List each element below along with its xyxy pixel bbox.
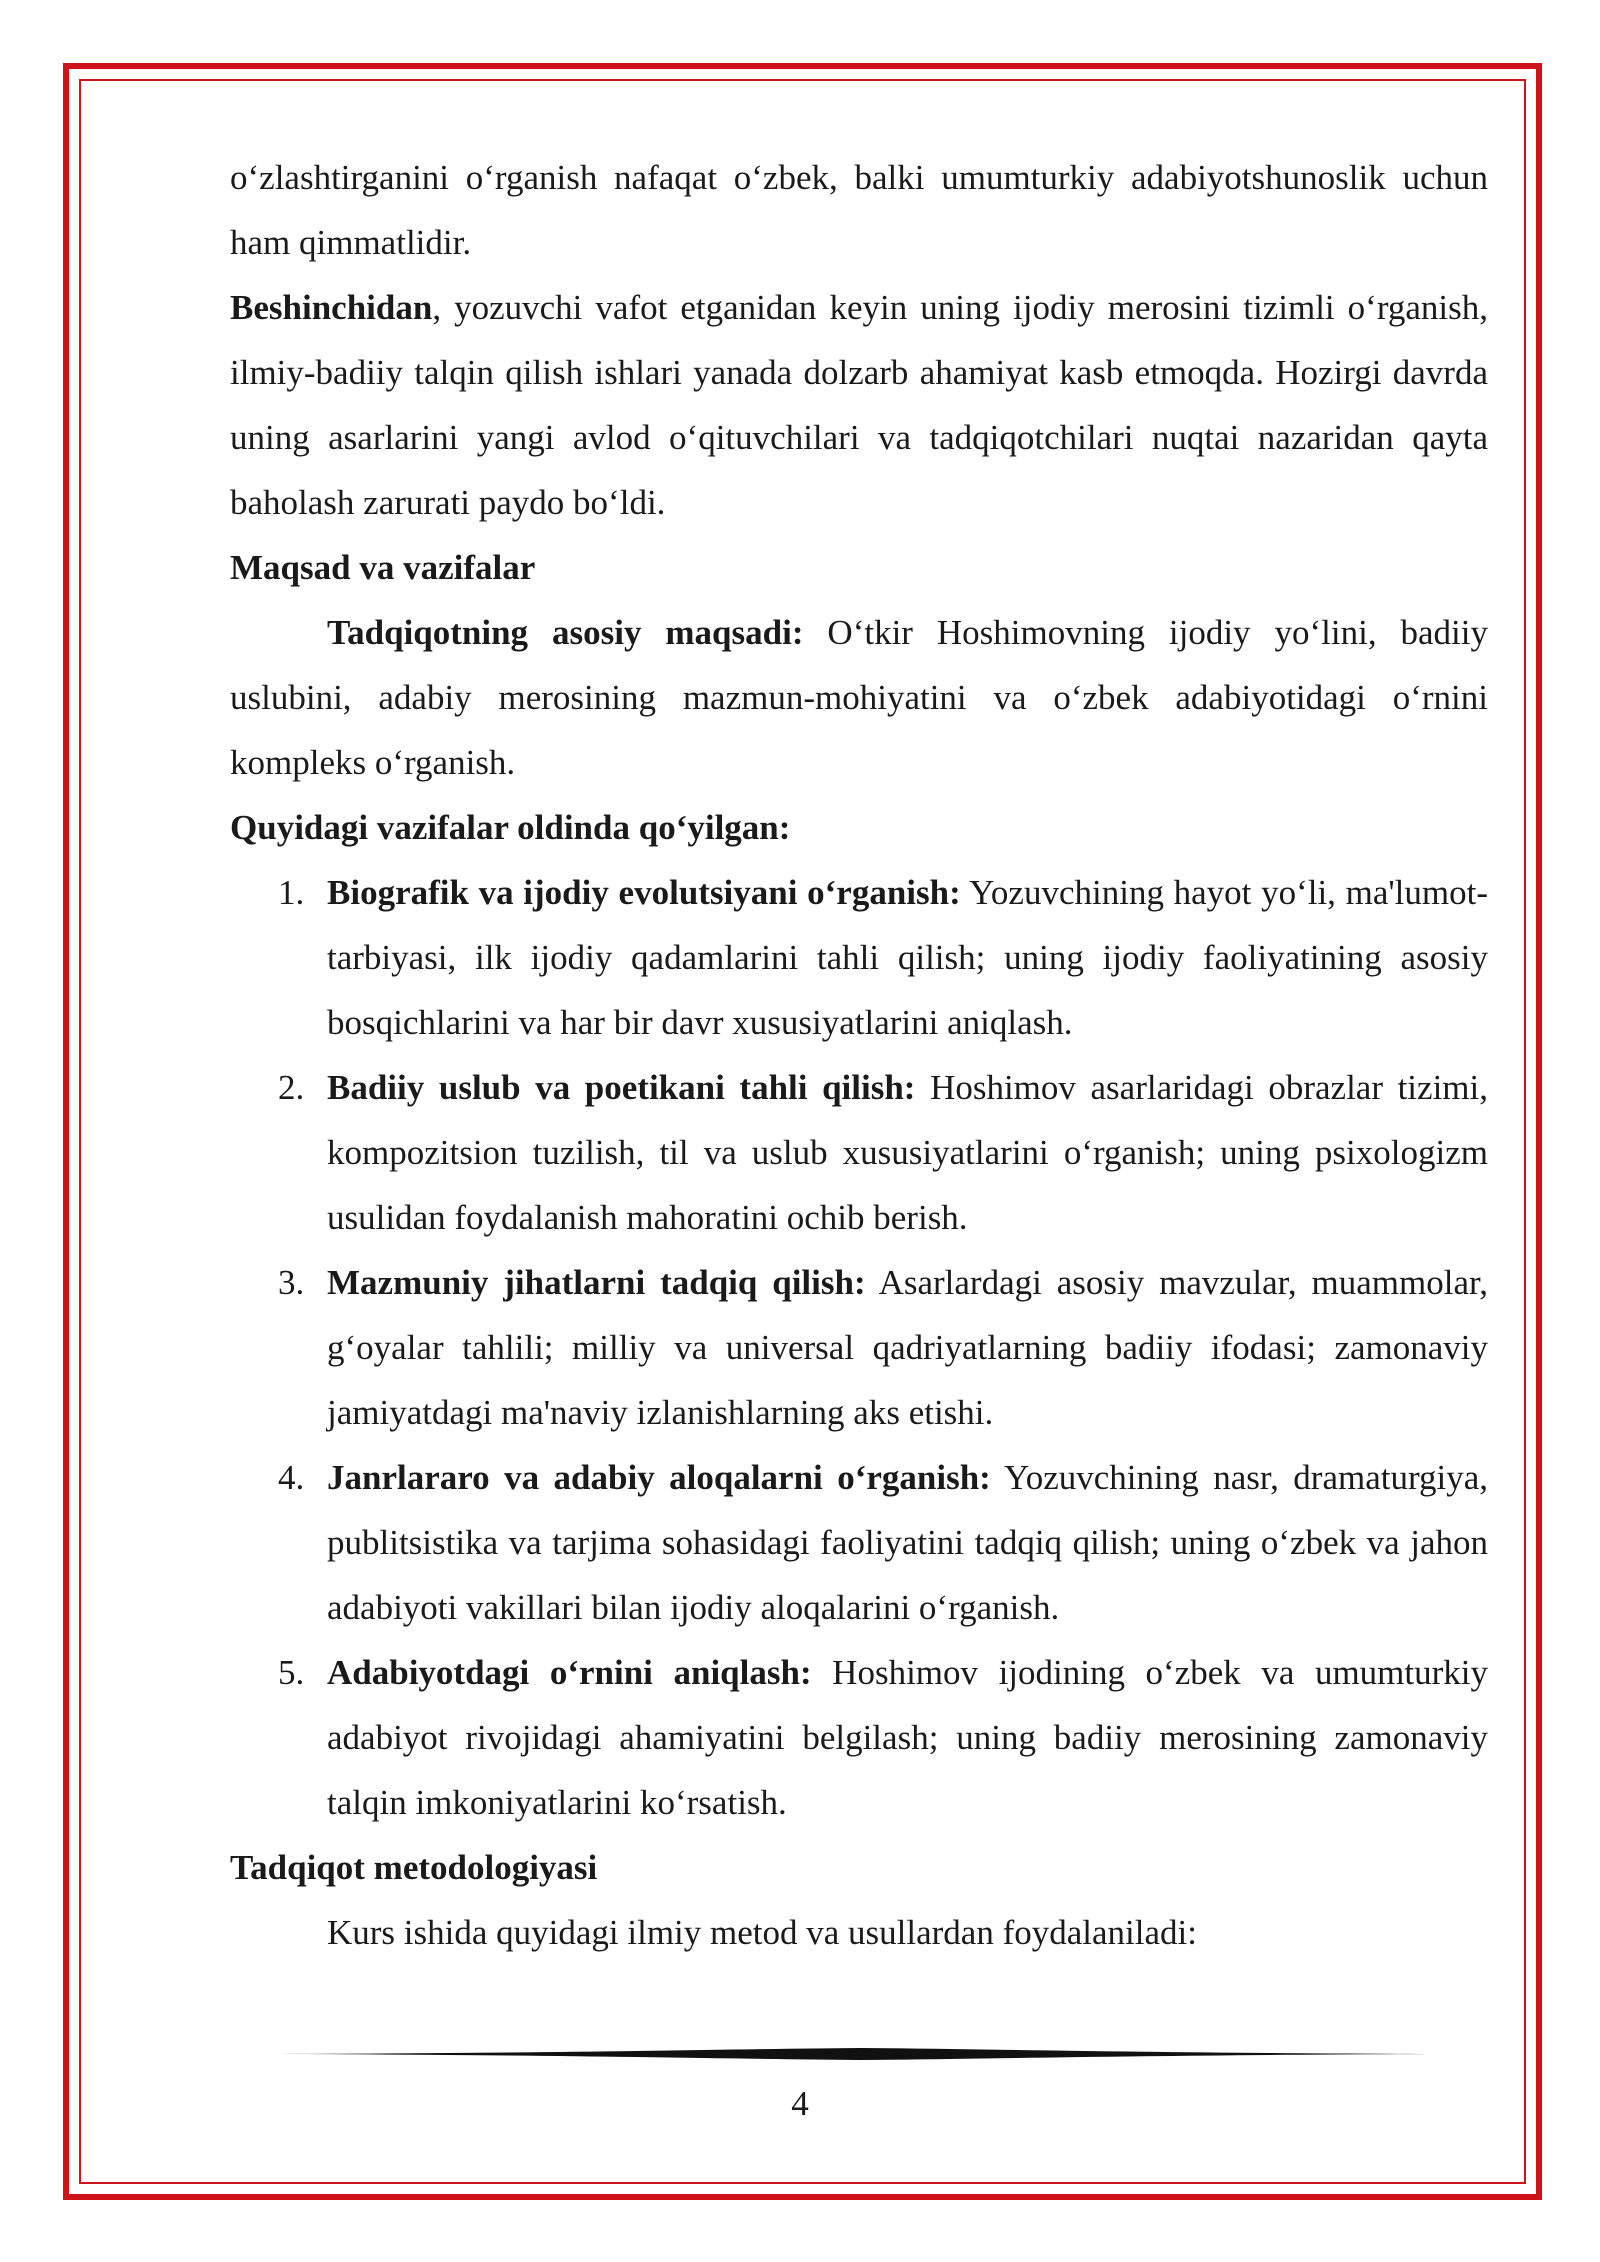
section-heading-methodology: Tadqiqot metodologiyasi: [230, 1848, 598, 1887]
main-goal-lead: Tadqiqotning asosiy maqsadi:: [327, 613, 804, 652]
list-item-number: 3.: [278, 1263, 305, 1302]
list-item-text: Hoshimov asarlaridagi obrazlar tizimi, kompozitsion tuzilish, til va uslub xususiyatlarini o‘rganish; uning psixologizm usulidan foydalanish mahoratini ochib berish.: [327, 1068, 1488, 1237]
main-goal-paragraph: [230, 600, 1488, 795]
list-item-text: Asarlardagi asosiy mavzular, muammolar, g‘oyalar tahlili; milliy va universal qadriyatlarning badiiy ifodasi; zamonaviy jamiyatdagi ma'naviy izlanishlarning aks etishi.: [327, 1263, 1488, 1432]
list-item: [230, 1055, 1488, 1250]
list-item: [230, 860, 1488, 1055]
list-item-lead: Badiiy uslub va poetikani tahli qilish:: [327, 1068, 916, 1107]
list-item-lead: Janrlararo va adabiy aloqalarni o‘rganish:: [327, 1458, 991, 1497]
list-item-number: 1.: [278, 873, 305, 912]
fifth-text: , yozuvchi vafot etganidan keyin uning ijodiy merosini tizimli o‘rganish, ilmiy-badiiy talqin qilish ishlari yanada dolzarb ahamiyat kasb etmoqda. Hozirgi davrda uning asarlarini yangi avlod o‘qituvchilari va tadqiqotchilari nuqtai nazaridan qayta baholash zarurati paydo bo‘ldi.: [230, 288, 1488, 522]
list-item-number: 2.: [278, 1068, 305, 1107]
intro-paragraph: o‘zlashtirganini o‘rganish nafaqat o‘zbek, balki umumturkiy adabiyotshunoslik uchun ham qimmatlidir.: [230, 158, 1488, 262]
footer-divider: [280, 2046, 1440, 2062]
list-item-text: Hoshimov ijodining o‘zbek va umumturkiy adabiyot rivojidagi ahamiyatini belgilash; uning badiiy merosining zamonaviy talqin imkoniyatlarini ko‘rsatish.: [327, 1653, 1488, 1822]
list-item: [230, 1640, 1488, 1835]
fifth-paragraph: [230, 275, 1488, 535]
tasks-list: [230, 860, 1488, 1835]
list-item-lead: Mazmuniy jihatlarni tadqiq qilish:: [327, 1263, 866, 1302]
list-item-lead: Biografik va ijodiy evolutsiyani o‘rganish:: [327, 873, 961, 912]
section-heading-goals: Maqsad va vazifalar: [230, 548, 536, 587]
page-content: [230, 145, 1488, 1965]
methodology-paragraph: Kurs ishida quyidagi ilmiy metod va usullardan foydalaniladi:: [327, 1913, 1197, 1952]
list-item: [230, 1250, 1488, 1445]
list-item: [230, 1445, 1488, 1640]
tasks-heading: Quyidagi vazifalar oldinda qo‘yilgan:: [230, 808, 791, 847]
list-item-text: Yozuvchining nasr, dramaturgiya, publitsistika va tarjima sohasidagi faoliyatini tadqiq qilish; uning o‘zbek va jahon adabiyoti vakillari bilan ijodiy aloqalarini o‘rganish.: [327, 1458, 1488, 1627]
main-goal-text: O‘tkir Hoshimovning ijodiy yo‘lini, badiiy uslubini, adabiy merosining mazmun-mohiyatini va o‘zbek adabiyotidagi o‘rnini kompleks o‘rganish.: [230, 613, 1488, 782]
page-number: 4: [791, 2084, 809, 2123]
fifth-lead: Beshinchidan: [230, 288, 433, 327]
list-item-number: 5.: [278, 1653, 305, 1692]
list-item-text: Yozuvchining hayot yo‘li, ma'lumot-tarbiyasi, ilk ijodiy qadamlarini tahli qilish; uning ijodiy faoliyatining asosiy bosqichlarini va har bir davr xususiyatlarini aniqlash.: [327, 873, 1488, 1042]
list-item-number: 4.: [278, 1458, 305, 1497]
list-item-lead: Adabiyotdagi o‘rnini aniqlash:: [327, 1653, 812, 1692]
